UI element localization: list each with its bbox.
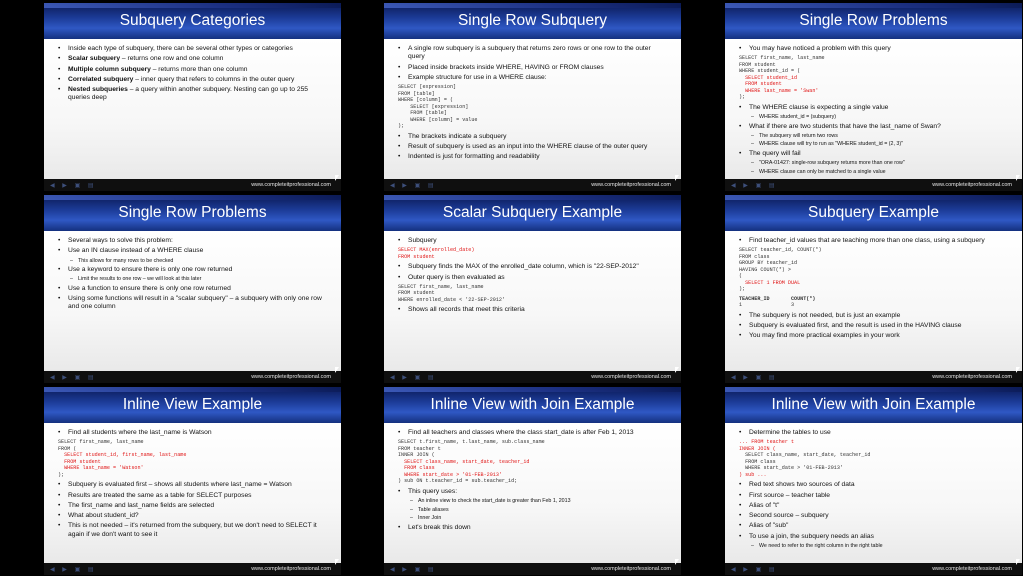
code-line: ... FROM teacher t [739, 439, 795, 446]
code-line: ); [739, 286, 746, 293]
bullet-item: • Outer query is then evaluated as [398, 274, 669, 282]
slide-footer [384, 563, 681, 575]
code-line: SELECT 1 FROM DUAL [739, 279, 801, 286]
footer-nav-icons: ◀ ▶ ▣ ▤ [50, 567, 97, 573]
bullet-item: • Shows all records that meet this criteria [398, 306, 669, 314]
slide-footer [384, 179, 681, 191]
sql-code-block [398, 439, 669, 485]
slide-thumbnail[interactable] [44, 387, 341, 575]
footer-url: www.completeitprofessional.com [591, 182, 671, 188]
slide-footer [725, 179, 1022, 191]
slide-content [44, 231, 341, 371]
bullet-item: • Subquery is evaluated first, and the result is used in the HAVING clause [739, 322, 1010, 330]
bullet-item: • The subquery is not needed, but is just an example [739, 312, 1010, 320]
bullet-item: • The first_name and last_name fields are selected [58, 502, 329, 510]
code-line: FROM student [58, 458, 101, 465]
sql-code-block [739, 439, 1010, 478]
cursor-icon [1016, 559, 1020, 565]
slide-title: Single Row Subquery [457, 12, 608, 29]
bullet-item: • Second source – subquery [739, 512, 1010, 520]
slide-thumbnail[interactable] [384, 387, 681, 575]
sub-bullet-item: – Table aliases [398, 507, 669, 514]
sub-bullet-item: – "ORA-01427: single-row subquery returns more than one row" [739, 160, 1010, 167]
footer-url: www.completeitprofessional.com [591, 374, 671, 380]
sql-code-block [739, 247, 1010, 293]
table-cell: 3 [791, 302, 795, 309]
slide-title: Subquery Example [808, 204, 939, 221]
bullet-item: • Use a function to ensure there is only one row returned [58, 285, 329, 293]
code-line: FROM student [739, 81, 782, 88]
code-line: FROM class [398, 465, 435, 472]
code-line: ) sub ON t.teacher_id = sub.teacher_id; [398, 478, 518, 485]
code-line: SELECT teacher_id, COUNT(*) [739, 247, 822, 254]
slide-thumbnail[interactable] [725, 195, 1022, 383]
code-line: SELECT MAX(enrolled_date) [398, 247, 475, 254]
sub-bullet-item: – Inner Join [398, 515, 669, 522]
bullet-item: • Example structure for use in a WHERE clause: [398, 74, 669, 82]
slide-content [44, 39, 341, 179]
slide-thumbnail[interactable] [725, 387, 1022, 575]
code-line: SELECT first_name, last_name [58, 439, 144, 446]
sql-code-block [58, 439, 329, 478]
bullet-item: • Results are treated the same as a table for SELECT purposes [58, 492, 329, 500]
code-line: SELECT [expression] [398, 84, 457, 91]
cursor-icon [1016, 175, 1020, 181]
sql-code-block [398, 84, 669, 130]
slide-body [725, 231, 1022, 341]
slide-thumbnail[interactable] [44, 3, 341, 191]
code-line: SELECT student_id, first_name, last_name [58, 452, 187, 459]
slide-footer [725, 563, 1022, 575]
code-line: FROM class [739, 253, 770, 260]
cursor-icon [675, 367, 679, 373]
bullet-item: • Indented is just for formatting and readability [398, 153, 669, 161]
bullet-item: • The WHERE clause is expecting a single value [739, 104, 1010, 112]
bullet-item: • This query uses: [398, 488, 669, 496]
code-line: ); [58, 471, 65, 478]
slide-content [384, 231, 681, 371]
code-line: SELECT first_name, last_name [398, 283, 484, 290]
bullet-item: • Placed inside brackets inside WHERE, HAVING or FROM clauses [398, 64, 669, 72]
cursor-icon [1016, 367, 1020, 373]
slide-title: Single Row Problems [118, 204, 267, 221]
bullet-text: – returns one row and one column [120, 55, 224, 63]
code-line: FROM student [398, 253, 435, 260]
bullet-item: • Determine the tables to use [739, 429, 1010, 437]
footer-url: www.completeitprofessional.com [251, 374, 331, 380]
bullet-item: • Subquery [398, 237, 669, 245]
code-line: ) sub ... [739, 471, 767, 478]
footer-url: www.completeitprofessional.com [932, 566, 1012, 572]
code-line: SELECT t.first_name, t.last_name, sub.class_name [398, 439, 545, 446]
bullet-item: • This is not needed – it's returned from the subquery, but we don't need to SELECT it again if we don't want to see it [58, 522, 329, 539]
bullet-item: • Inside each type of subquery, there can be several other types or categories [58, 45, 329, 53]
slide-body [44, 231, 341, 312]
footer-url: www.completeitprofessional.com [251, 566, 331, 572]
code-line: SELECT class_name, start_date, teacher_id [398, 458, 530, 465]
slide-body [384, 423, 681, 532]
code-line: WHERE enrolled_date < '22-SEP-2012' [398, 296, 505, 303]
sql-code-block [739, 55, 1010, 101]
sql-code-block [398, 284, 669, 304]
bullet-item: • Use a keyword to ensure there is only one row returned [58, 266, 329, 274]
slide-thumbnail[interactable] [725, 3, 1022, 191]
code-line: WHERE [column] = ( [398, 97, 454, 104]
slide-content [44, 423, 341, 563]
bullet-item: • First source – teacher table [739, 492, 1010, 500]
code-line: INNER JOIN ( [739, 445, 776, 452]
footer-nav-icons: ◀ ▶ ▣ ▤ [731, 567, 778, 573]
code-line: FROM ( [58, 445, 77, 452]
bullet-item [58, 76, 329, 84]
bullet-item [58, 55, 329, 63]
slide-content [384, 423, 681, 563]
table-header: TEACHER_ID [739, 295, 770, 302]
footer-nav-icons: ◀ ▶ ▣ ▤ [731, 375, 778, 381]
table-header: COUNT(*) [791, 295, 816, 302]
footer-url: www.completeitprofessional.com [591, 566, 671, 572]
footer-url: www.completeitprofessional.com [932, 374, 1012, 380]
bullet-item: • Find all teachers and classes where the class start_date is after Feb 1, 2013 [398, 429, 669, 437]
code-line: SELECT class_name, start_date, teacher_id [739, 452, 871, 459]
slide-footer [384, 371, 681, 383]
footer-url: www.completeitprofessional.com [251, 182, 331, 188]
code-line: GROUP BY teacher_id [739, 260, 798, 267]
code-line: WHERE [column] = value [398, 116, 478, 123]
bullet-item: • The brackets indicate a subquery [398, 133, 669, 141]
table-cell: 1 [739, 302, 743, 309]
slide-title: Inline View with Join Example [771, 396, 976, 413]
bullet-item: • Result of subquery is used as an input into the WHERE clause of the outer query [398, 143, 669, 151]
code-line: SELECT [expression] [398, 103, 469, 110]
footer-nav-icons: ◀ ▶ ▣ ▤ [390, 567, 437, 573]
bullet-item: • Red text shows two sources of data [739, 481, 1010, 489]
slide-body [725, 39, 1022, 176]
slide-content [725, 423, 1022, 563]
bullet-item: • Subquery finds the MAX of the enrolled_date column, which is "22-SEP-2012" [398, 263, 669, 271]
code-line: ( [739, 273, 743, 280]
slide-footer [44, 563, 341, 575]
sub-bullet-item: – This allows for many rows to be checked [58, 258, 329, 265]
bullet-item: • Several ways to solve this problem: [58, 237, 329, 245]
bullet-item: • You may find more practical examples in your work [739, 332, 1010, 340]
code-line: HAVING COUNT(*) > [739, 266, 791, 273]
code-line: WHERE start_date > '01-FEB-2013' [398, 471, 502, 478]
bullet-term: Correlated subquery [68, 75, 134, 83]
slide-content [725, 231, 1022, 371]
code-line: WHERE student_id = ( [739, 68, 801, 75]
cursor-icon [335, 175, 339, 181]
footer-url: www.completeitprofessional.com [932, 182, 1012, 188]
slide-title: Scalar Subquery Example [442, 204, 623, 221]
cursor-icon [675, 175, 679, 181]
bullet-item: • Using some functions will result in a "scalar subquery" – a subquery with only one row and one column [58, 295, 329, 312]
code-line: FROM teacher t [398, 445, 441, 452]
slide-title: Subquery Categories [119, 12, 266, 29]
code-line: WHERE start_date > '01-FEB-2013' [739, 465, 843, 472]
slide-thumbnail[interactable] [44, 195, 341, 383]
cursor-icon [675, 559, 679, 565]
bullet-item: • You may have noticed a problem with this query [739, 45, 1010, 53]
footer-nav-icons: ◀ ▶ ▣ ▤ [50, 375, 97, 381]
bullet-item: • Alias of "t" [739, 502, 1010, 510]
cursor-icon [335, 559, 339, 565]
sub-bullet-item: – The subquery will return two rows [739, 133, 1010, 140]
bullet-term: Multiple column subquery [68, 65, 151, 73]
bullet-text: – a query within another subquery. Nesting can go up to 255 queries deep [68, 86, 309, 102]
slide-body [44, 39, 341, 103]
code-line: INNER JOIN ( [398, 452, 435, 459]
bullet-item: • Find all students where the last_name is Watson [58, 429, 329, 437]
code-line: WHERE last_name = 'Swan' [739, 87, 819, 94]
bullet-item: • A single row subquery is a subquery that returns zero rows or one row to the outer query [398, 45, 669, 62]
bullet-item [58, 86, 329, 103]
slide-thumbnail[interactable] [384, 195, 681, 383]
slide-body [44, 423, 341, 539]
code-line: ); [739, 94, 746, 101]
bullet-text: – returns more than one column [150, 65, 248, 73]
sub-bullet-item: – WHERE student_id = (subquery) [739, 114, 1010, 121]
footer-nav-icons: ◀ ▶ ▣ ▤ [390, 375, 437, 381]
bullet-item: • Subquery is evaluated first – shows all students where last_name = Watson [58, 481, 329, 489]
bullet-item: • What if there are two students that have the last_name of Swan? [739, 123, 1010, 131]
slide-title: Single Row Problems [799, 12, 948, 29]
bullet-term: Scalar subquery [68, 55, 121, 63]
code-line: FROM [table] [398, 90, 435, 97]
bullet-item: • What about student_id? [58, 512, 329, 520]
sub-bullet-item: – WHERE clause will try to run as "WHERE student_id = (2, 3)" [739, 141, 1010, 148]
sub-bullet-item: – WHERE clause can only be matched to a single value [739, 169, 1010, 176]
slide-content [725, 39, 1022, 179]
code-line: SELECT student_id [739, 74, 798, 81]
bullet-item: • Use an IN clause instead of a WHERE clause [58, 247, 329, 255]
cursor-icon [335, 367, 339, 373]
bullet-term: Nested subqueries [68, 86, 128, 94]
sub-bullet-item: – Limit the results to one row – we will look at this later [58, 276, 329, 283]
code-line: FROM [table] [398, 110, 447, 117]
bullet-text: – inner query that refers to columns in the outer query [133, 75, 295, 83]
result-table [739, 296, 1010, 309]
bullet-item [58, 66, 329, 74]
footer-nav-icons: ◀ ▶ ▣ ▤ [731, 183, 778, 189]
slide-body [384, 231, 681, 315]
bullet-item: • Let's break this down [398, 524, 669, 532]
slide-title: Inline View with Join Example [430, 396, 635, 413]
sub-bullet-item: – We need to refer to the right column in the right table [739, 543, 1010, 550]
slide-footer [44, 179, 341, 191]
code-line: ); [398, 123, 405, 130]
bullet-item: • Find teacher_id values that are teaching more than one class, using a subquery [739, 237, 1010, 245]
footer-nav-icons: ◀ ▶ ▣ ▤ [50, 183, 97, 189]
slide-body [725, 423, 1022, 550]
slide-body [384, 39, 681, 162]
sub-bullet-item: – An inline view to check the start_date is greater than Feb 1, 2013 [398, 498, 669, 505]
code-line: FROM class [739, 458, 776, 465]
slide-footer [44, 371, 341, 383]
slide-content [384, 39, 681, 179]
code-line: WHERE last_name = 'Watson' [58, 465, 144, 472]
slide-footer [725, 371, 1022, 383]
code-line: FROM student [739, 61, 776, 68]
sql-code-block [398, 247, 669, 260]
bullet-item: • Alias of "sub" [739, 522, 1010, 530]
bullet-item: • To use a join, the subquery needs an alias [739, 533, 1010, 541]
slide-title: Inline View Example [122, 396, 263, 413]
code-line: SELECT first_name, last_name [739, 55, 825, 62]
bullet-item: • The query will fail [739, 150, 1010, 158]
code-line: FROM student [398, 290, 435, 297]
slide-thumbnail[interactable] [384, 3, 681, 191]
footer-nav-icons: ◀ ▶ ▣ ▤ [390, 183, 437, 189]
